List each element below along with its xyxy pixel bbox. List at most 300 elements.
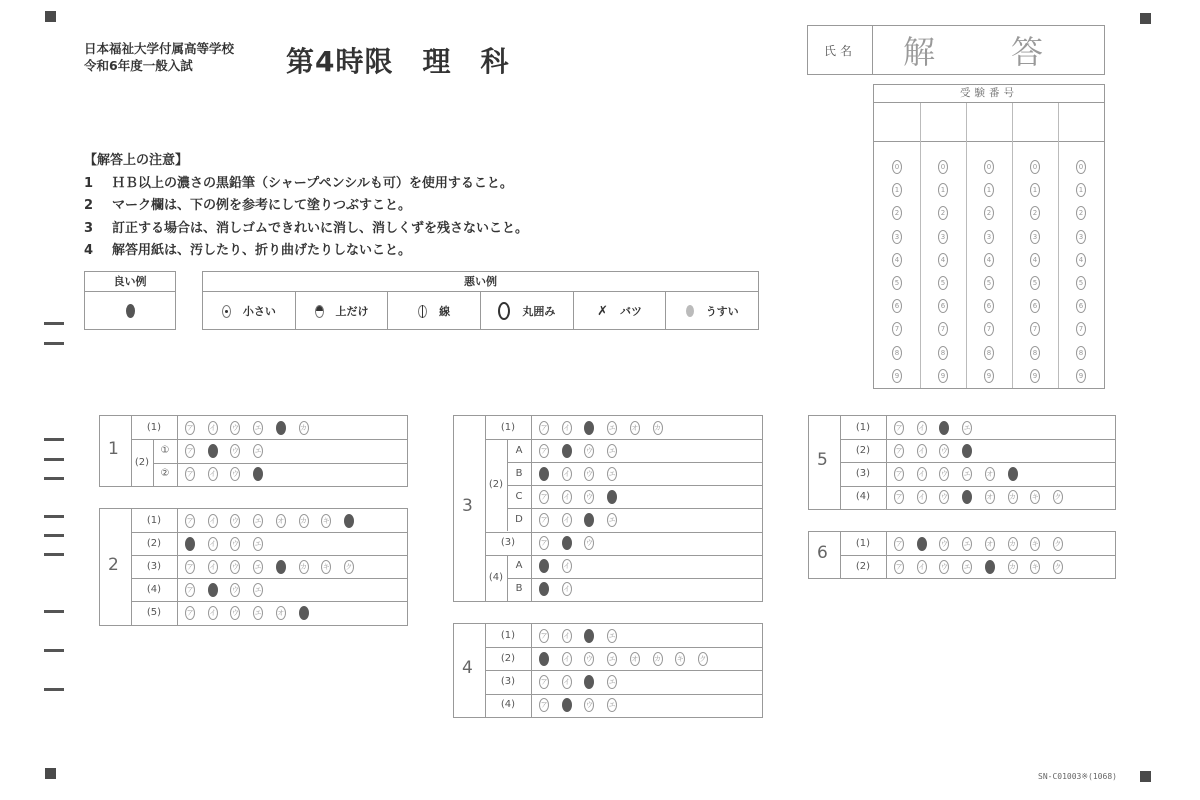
exam-id-digit-bubble[interactable]: 4 <box>938 253 948 267</box>
exam-id-digit-bubble[interactable]: 5 <box>984 276 994 290</box>
answer-bubble[interactable]: キ <box>321 560 331 574</box>
question-label: (4) <box>488 571 504 583</box>
exam-id-digit-bubble[interactable]: 3 <box>984 230 994 244</box>
bad-example-label: 悪い例 <box>203 272 758 292</box>
answer-bubble[interactable]: ウ <box>939 537 949 551</box>
exam-id-digit-bubble[interactable]: 3 <box>938 230 948 244</box>
question-label: (2) <box>134 456 150 468</box>
row-divider <box>131 439 407 440</box>
school-line-2: 令和6年度一般入試 <box>84 58 193 73</box>
exam-id-digit-bubble[interactable]: 0 <box>938 160 948 174</box>
sub-question-label: ① <box>160 444 170 456</box>
answer-bubble[interactable] <box>917 537 927 551</box>
answer-bubble[interactable]: カ <box>1008 560 1018 574</box>
answer-bubble[interactable]: ア <box>185 421 195 435</box>
answer-bubble[interactable]: イ <box>562 467 572 481</box>
exam-id-digit-bubble[interactable]: 0 <box>984 160 994 174</box>
answer-bubble[interactable]: キ <box>675 652 685 666</box>
answer-bubble[interactable]: ウ <box>230 421 240 435</box>
registration-mark-top-right <box>1140 13 1151 24</box>
answer-bubble[interactable]: イ <box>208 560 218 574</box>
answer-bubble[interactable]: カ <box>1008 490 1018 504</box>
exam-id-digit-bubble[interactable]: 0 <box>1076 160 1086 174</box>
exam-id-digit-bubble[interactable]: 7 <box>892 322 902 336</box>
row-divider <box>131 578 407 579</box>
answer-bubble[interactable] <box>276 560 286 574</box>
answer-bubble[interactable]: イ <box>208 606 218 620</box>
bad-example-faint-label: うすい <box>705 305 739 318</box>
question-label: (1) <box>500 421 516 433</box>
question-label: (2) <box>855 444 871 456</box>
answer-bubble[interactable]: カ <box>653 421 663 435</box>
answer-bubble[interactable]: キ <box>321 514 331 528</box>
exam-id-digit-bubble[interactable]: 9 <box>938 369 948 383</box>
exam-id-digit-bubble[interactable]: 1 <box>984 183 994 197</box>
answer-bubble[interactable]: ク <box>1053 560 1063 574</box>
answer-bubble[interactable]: ア <box>185 514 195 528</box>
sub-question-label: B <box>515 583 523 595</box>
circle-mark-icon <box>498 302 510 320</box>
answer-bubble[interactable]: イ <box>917 560 927 574</box>
answer-bubble[interactable]: オ <box>985 467 995 481</box>
answer-bubble[interactable]: エ <box>253 606 263 620</box>
answer-bubble[interactable]: ウ <box>230 537 240 551</box>
row-divider <box>131 555 407 556</box>
answer-bubble[interactable] <box>539 582 549 596</box>
instruction-number: 1 <box>84 175 94 191</box>
question-label: (1) <box>500 629 516 641</box>
answer-bubble[interactable]: エ <box>607 421 617 435</box>
answer-bubble[interactable] <box>539 652 549 666</box>
timing-mark <box>44 610 64 613</box>
question-label-divider <box>177 509 178 625</box>
exam-id-digit-bubble[interactable]: 9 <box>1030 369 1040 383</box>
row-divider <box>840 439 1115 440</box>
answer-bubble[interactable]: イ <box>562 421 572 435</box>
exam-id-digit-bubble[interactable]: 5 <box>1030 276 1040 290</box>
row-divider <box>485 694 762 695</box>
answer-bubble[interactable] <box>584 513 594 527</box>
exam-id-digit-bubble[interactable]: 7 <box>1076 322 1086 336</box>
answer-bubble[interactable] <box>962 490 972 504</box>
answer-bubble[interactable]: ア <box>185 606 195 620</box>
row-divider <box>485 647 762 648</box>
exam-id-digit-bubble[interactable]: 8 <box>892 346 902 360</box>
instructions-title: 【解答上の注意】 <box>84 153 189 168</box>
answer-bubble[interactable]: オ <box>630 421 640 435</box>
name-value[interactable]: 解 答 <box>903 33 1066 71</box>
answer-bubble[interactable] <box>939 421 949 435</box>
instruction-text: 訂正する場合は、消しゴムできれいに消し、消しくずを残さないこと。 <box>112 220 529 236</box>
name-label: 氏名 <box>808 26 873 74</box>
exam-id-digit-bubble[interactable]: 6 <box>892 299 902 313</box>
answer-bubble[interactable]: キ <box>1030 537 1040 551</box>
instruction-item <box>84 173 528 196</box>
answer-bubble[interactable]: ウ <box>584 490 594 504</box>
answer-bubble[interactable] <box>539 467 549 481</box>
answer-bubble[interactable]: ウ <box>939 490 949 504</box>
answer-bubble[interactable]: イ <box>562 490 572 504</box>
timing-mark <box>44 688 64 691</box>
answer-bubble[interactable]: イ <box>562 582 572 596</box>
answer-bubble[interactable] <box>562 536 572 550</box>
name-box <box>807 25 1105 75</box>
question-label: (5) <box>146 606 162 618</box>
answer-block-3 <box>453 415 763 602</box>
answer-bubble[interactable]: ア <box>539 444 549 458</box>
question-label: (3) <box>855 468 871 479</box>
answer-bubble[interactable]: イ <box>208 467 218 481</box>
answer-bubble[interactable]: ウ <box>230 560 240 574</box>
block-number: 2 <box>108 554 119 575</box>
exam-id-digit-bubble[interactable]: 2 <box>1030 206 1040 220</box>
answer-bubble[interactable] <box>539 559 549 573</box>
bad-example-cross-label: バツ <box>619 305 642 318</box>
question-label: (1) <box>855 421 871 433</box>
answer-bubble[interactable]: ア <box>185 583 195 597</box>
answer-bubble[interactable] <box>985 560 995 574</box>
answer-bubble[interactable]: エ <box>607 513 617 527</box>
instruction-number: 3 <box>84 220 94 236</box>
answer-bubble[interactable]: イ <box>917 421 927 435</box>
question-label: (2) <box>500 652 516 664</box>
row-divider <box>840 555 1115 556</box>
instruction-text: マーク欄は、下の例を参考にして塗りつぶすこと。 <box>112 198 412 213</box>
question-label: (1) <box>855 537 871 549</box>
answer-bubble[interactable] <box>185 537 195 551</box>
question-label-divider <box>177 416 178 486</box>
timing-mark <box>44 477 64 480</box>
answer-bubble[interactable]: ア <box>185 467 195 481</box>
instruction-number: 2 <box>84 198 94 213</box>
form-code: SN-C01003※(1068) <box>1038 772 1117 781</box>
bad-example-box <box>202 271 759 330</box>
exam-id-digit-bubble[interactable]: 6 <box>1030 299 1040 313</box>
answer-bubble[interactable]: エ <box>253 514 263 528</box>
row-divider <box>840 462 1115 463</box>
exam-id-digit-bubble[interactable]: 9 <box>1076 369 1086 383</box>
answer-bubble[interactable]: ク <box>344 560 354 574</box>
good-example-filled-icon <box>126 304 135 318</box>
line-mark-icon <box>418 305 427 318</box>
answer-bubble[interactable]: キ <box>1030 560 1040 574</box>
exam-id-digit-bubble[interactable]: 9 <box>984 369 994 383</box>
registration-mark-bottom-left <box>45 768 56 779</box>
exam-id-digit-bubble[interactable]: 3 <box>892 230 902 244</box>
question-label: (4) <box>146 583 162 595</box>
answer-bubble[interactable] <box>276 421 286 435</box>
answer-bubble[interactable]: ウ <box>584 536 594 550</box>
sub-question-label: D <box>515 513 523 525</box>
exam-id-digit-bubble[interactable]: 2 <box>938 206 948 220</box>
answer-bubble[interactable]: イ <box>208 537 218 551</box>
sub-question-label: A <box>515 560 523 572</box>
row-divider <box>840 486 1115 487</box>
question-label: (2) <box>146 537 162 549</box>
top-only-mark-icon <box>315 305 324 318</box>
answer-bubble[interactable]: ア <box>539 513 549 527</box>
answer-bubble[interactable]: エ <box>253 421 263 435</box>
answer-bubble[interactable]: ア <box>539 421 549 435</box>
answer-bubble[interactable]: オ <box>985 490 995 504</box>
bad-example-line <box>387 292 480 330</box>
exam-id-digit-bubble[interactable]: 8 <box>984 346 994 360</box>
answer-bubble[interactable] <box>1008 467 1018 481</box>
school-line-1: 日本福祉大学付属高等学校 <box>84 41 235 56</box>
bad-example-top-only-label: 上だけ <box>335 305 369 318</box>
answer-bubble[interactable]: ア <box>539 698 549 712</box>
answer-bubble[interactable]: ウ <box>939 560 949 574</box>
exam-id-box <box>873 84 1105 389</box>
exam-id-digit-bubble[interactable]: 4 <box>1076 253 1086 267</box>
sub-question-label: A <box>515 444 523 456</box>
answer-bubble[interactable]: エ <box>607 629 617 643</box>
answer-bubble[interactable]: キ <box>1030 490 1040 504</box>
instruction-item <box>84 240 528 263</box>
exam-id-label: 受験番号 <box>874 85 1104 103</box>
exam-id-digit-bubble[interactable]: 3 <box>1076 230 1086 244</box>
sub-question-label: ② <box>160 468 170 480</box>
answer-bubble[interactable]: カ <box>299 560 309 574</box>
answer-bubble[interactable]: エ <box>253 444 263 458</box>
exam-id-digit-bubble[interactable]: 6 <box>938 299 948 313</box>
sub-question-label: B <box>515 467 523 479</box>
answer-block-1 <box>99 415 408 487</box>
answer-bubble[interactable]: エ <box>253 537 263 551</box>
answer-bubble[interactable]: ク <box>1053 490 1063 504</box>
exam-id-digit-bubble[interactable]: 6 <box>1076 299 1086 313</box>
answer-bubble[interactable]: カ <box>299 421 309 435</box>
answer-bubble[interactable]: エ <box>253 560 263 574</box>
answer-bubble[interactable]: ア <box>185 560 195 574</box>
exam-id-digit-bubble[interactable]: 0 <box>1030 160 1040 174</box>
answer-bubble[interactable]: ク <box>1053 537 1063 551</box>
timing-mark <box>44 438 64 441</box>
answer-bubble[interactable]: エ <box>607 652 617 666</box>
row-divider <box>485 670 762 671</box>
exam-id-digit-bubble[interactable]: 1 <box>938 183 948 197</box>
school-name <box>84 40 234 74</box>
row-divider <box>485 532 762 533</box>
answer-bubble[interactable]: ウ <box>230 514 240 528</box>
answer-bubble[interactable]: エ <box>607 467 617 481</box>
answer-block-4 <box>453 623 763 718</box>
timing-mark <box>44 553 64 556</box>
answer-bubble[interactable] <box>253 467 263 481</box>
answer-bubble[interactable] <box>607 490 617 504</box>
answer-bubble[interactable]: ウ <box>230 583 240 597</box>
row-divider <box>153 463 407 464</box>
answer-bubble[interactable]: ク <box>698 652 708 666</box>
answer-bubble[interactable]: ウ <box>584 652 594 666</box>
bad-example-small-label: 小さい <box>242 305 276 318</box>
instructions <box>84 150 528 263</box>
exam-id-column-divider <box>1058 103 1059 388</box>
answer-bubble[interactable] <box>208 444 218 458</box>
exam-id-digit-bubble[interactable]: 1 <box>892 183 902 197</box>
good-example-box <box>84 271 176 330</box>
answer-bubble[interactable]: ウ <box>939 467 949 481</box>
answer-bubble[interactable]: カ <box>1008 537 1018 551</box>
small-mark-icon <box>222 305 231 318</box>
answer-bubble[interactable]: ア <box>894 537 904 551</box>
answer-bubble[interactable]: イ <box>917 467 927 481</box>
answer-bubble[interactable]: イ <box>208 421 218 435</box>
exam-id-digit-bubble[interactable]: 0 <box>892 160 902 174</box>
bad-example-circle <box>480 292 573 330</box>
answer-bubble[interactable]: イ <box>562 675 572 689</box>
page-title: 第4時限 理 科 <box>286 45 510 78</box>
instruction-number: 4 <box>84 243 94 258</box>
answer-bubble[interactable]: イ <box>208 514 218 528</box>
row-divider <box>485 439 762 440</box>
exam-id-digit-bubble[interactable]: 6 <box>984 299 994 313</box>
exam-id-digit-bubble[interactable]: 8 <box>938 346 948 360</box>
answer-bubble[interactable]: エ <box>962 537 972 551</box>
exam-id-digit-bubble[interactable]: 2 <box>984 206 994 220</box>
exam-id-column-divider <box>920 103 921 388</box>
bad-example-circle-label: 丸囲み <box>522 305 556 318</box>
exam-id-digit-bubble[interactable]: 9 <box>892 369 902 383</box>
answer-bubble[interactable]: エ <box>607 444 617 458</box>
exam-id-digit-bubble[interactable]: 4 <box>1030 253 1040 267</box>
answer-bubble[interactable]: エ <box>962 560 972 574</box>
answer-bubble[interactable]: ア <box>185 444 195 458</box>
answer-bubble[interactable]: ア <box>539 675 549 689</box>
answer-bubble[interactable]: エ <box>607 675 617 689</box>
row-divider <box>507 485 762 486</box>
bad-example-small <box>203 292 295 330</box>
answer-bubble[interactable]: エ <box>962 467 972 481</box>
question-label: (3) <box>146 560 162 572</box>
answer-bubble[interactable]: カ <box>299 514 309 528</box>
answer-bubble[interactable]: イ <box>562 652 572 666</box>
answer-bubble[interactable] <box>562 444 572 458</box>
block-number: 1 <box>108 438 119 459</box>
timing-mark <box>44 322 64 325</box>
question-label: (3) <box>500 537 516 549</box>
exam-id-digit-bubble[interactable]: 5 <box>1076 276 1086 290</box>
answer-bubble[interactable]: ア <box>894 490 904 504</box>
exam-id-digit-bubble[interactable]: 1 <box>1030 183 1040 197</box>
answer-bubble[interactable] <box>208 583 218 597</box>
exam-id-digit-bubble[interactable]: 5 <box>938 276 948 290</box>
answer-bubble[interactable] <box>962 444 972 458</box>
bad-example-faint <box>665 292 758 330</box>
answer-bubble[interactable]: オ <box>630 652 640 666</box>
block-number: 6 <box>817 543 828 563</box>
question-label: (4) <box>855 491 871 503</box>
block-number: 5 <box>817 450 828 471</box>
answer-bubble[interactable]: ウ <box>230 467 240 481</box>
bad-example-top-only <box>295 292 388 330</box>
instruction-item <box>84 195 528 218</box>
row-divider <box>131 601 407 602</box>
answer-bubble[interactable] <box>584 421 594 435</box>
answer-bubble[interactable]: ウ <box>230 444 240 458</box>
answer-bubble[interactable]: イ <box>562 629 572 643</box>
exam-id-column-divider <box>966 103 967 388</box>
cross-mark-icon: ✗ <box>597 303 608 319</box>
instruction-text: 解答用紙は、汚したり、折り曲げたりしないこと。 <box>112 243 412 258</box>
answer-bubble[interactable]: オ <box>276 606 286 620</box>
answer-bubble[interactable]: ウ <box>230 606 240 620</box>
timing-mark <box>44 458 64 461</box>
answer-bubble[interactable]: オ <box>276 514 286 528</box>
exam-id-digit-bubble[interactable]: 8 <box>1076 346 1086 360</box>
good-example-label: 良い例 <box>85 272 175 292</box>
instruction-item <box>84 218 528 241</box>
answer-bubble[interactable]: ア <box>894 421 904 435</box>
question-label: (2) <box>488 479 504 491</box>
block-number: 4 <box>462 658 473 679</box>
sub-question-label: C <box>515 490 523 502</box>
question-label: (2) <box>855 560 871 572</box>
exam-id-digit-bubble[interactable]: 4 <box>984 253 994 267</box>
question-label: (3) <box>500 676 516 687</box>
exam-id-digit-bubble[interactable]: 2 <box>892 206 902 220</box>
answer-bubble[interactable]: イ <box>562 559 572 573</box>
answer-bubble[interactable] <box>562 698 572 712</box>
row-divider <box>131 532 407 533</box>
answer-bubble[interactable] <box>299 606 309 620</box>
answer-bubble[interactable]: イ <box>917 444 927 458</box>
answer-bubble[interactable]: エ <box>962 421 972 435</box>
answer-bubble[interactable] <box>344 514 354 528</box>
answer-bubble[interactable]: ウ <box>584 444 594 458</box>
exam-id-digit-bubble[interactable]: 1 <box>1076 183 1086 197</box>
answer-block-6 <box>808 531 1116 579</box>
answer-bubble[interactable] <box>584 629 594 643</box>
answer-bubble[interactable] <box>584 675 594 689</box>
answer-bubble[interactable]: イ <box>562 513 572 527</box>
exam-id-digit-bubble[interactable]: 8 <box>1030 346 1040 360</box>
row-divider <box>507 508 762 509</box>
exam-id-digit-bubble[interactable]: 2 <box>1076 206 1086 220</box>
answer-bubble[interactable]: ウ <box>939 444 949 458</box>
answer-block-2 <box>99 508 408 626</box>
exam-id-write-row <box>874 103 1104 142</box>
exam-id-digit-bubble[interactable]: 7 <box>984 322 994 336</box>
answer-bubble[interactable]: ア <box>894 560 904 574</box>
timing-mark <box>44 649 64 652</box>
exam-id-digit-bubble[interactable]: 5 <box>892 276 902 290</box>
answer-bubble[interactable]: ア <box>539 629 549 643</box>
answer-bubble[interactable]: イ <box>917 490 927 504</box>
exam-id-digit-bubble[interactable]: 3 <box>1030 230 1040 244</box>
answer-bubble[interactable]: ア <box>539 490 549 504</box>
block-number: 3 <box>462 496 473 517</box>
answer-bubble[interactable]: エ <box>607 698 617 712</box>
bad-example-line-label: 線 <box>439 305 451 318</box>
answer-bubble[interactable]: ウ <box>584 467 594 481</box>
answer-bubble[interactable]: ア <box>894 467 904 481</box>
answer-bubble[interactable]: エ <box>253 583 263 597</box>
row-divider <box>485 555 762 556</box>
timing-mark <box>44 534 64 537</box>
answer-bubble[interactable]: オ <box>985 537 995 551</box>
answer-bubble[interactable]: ア <box>894 444 904 458</box>
exam-id-digit-bubble[interactable]: 4 <box>892 253 902 267</box>
exam-id-digit-bubble[interactable]: 7 <box>1030 322 1040 336</box>
exam-id-digit-bubble[interactable]: 7 <box>938 322 948 336</box>
row-divider <box>507 462 762 463</box>
answer-bubble[interactable]: ア <box>539 536 549 550</box>
answer-bubble[interactable]: カ <box>653 652 663 666</box>
answer-bubble[interactable]: ウ <box>584 698 594 712</box>
exam-id-column-divider <box>1012 103 1013 388</box>
registration-mark-bottom-right <box>1140 771 1151 782</box>
